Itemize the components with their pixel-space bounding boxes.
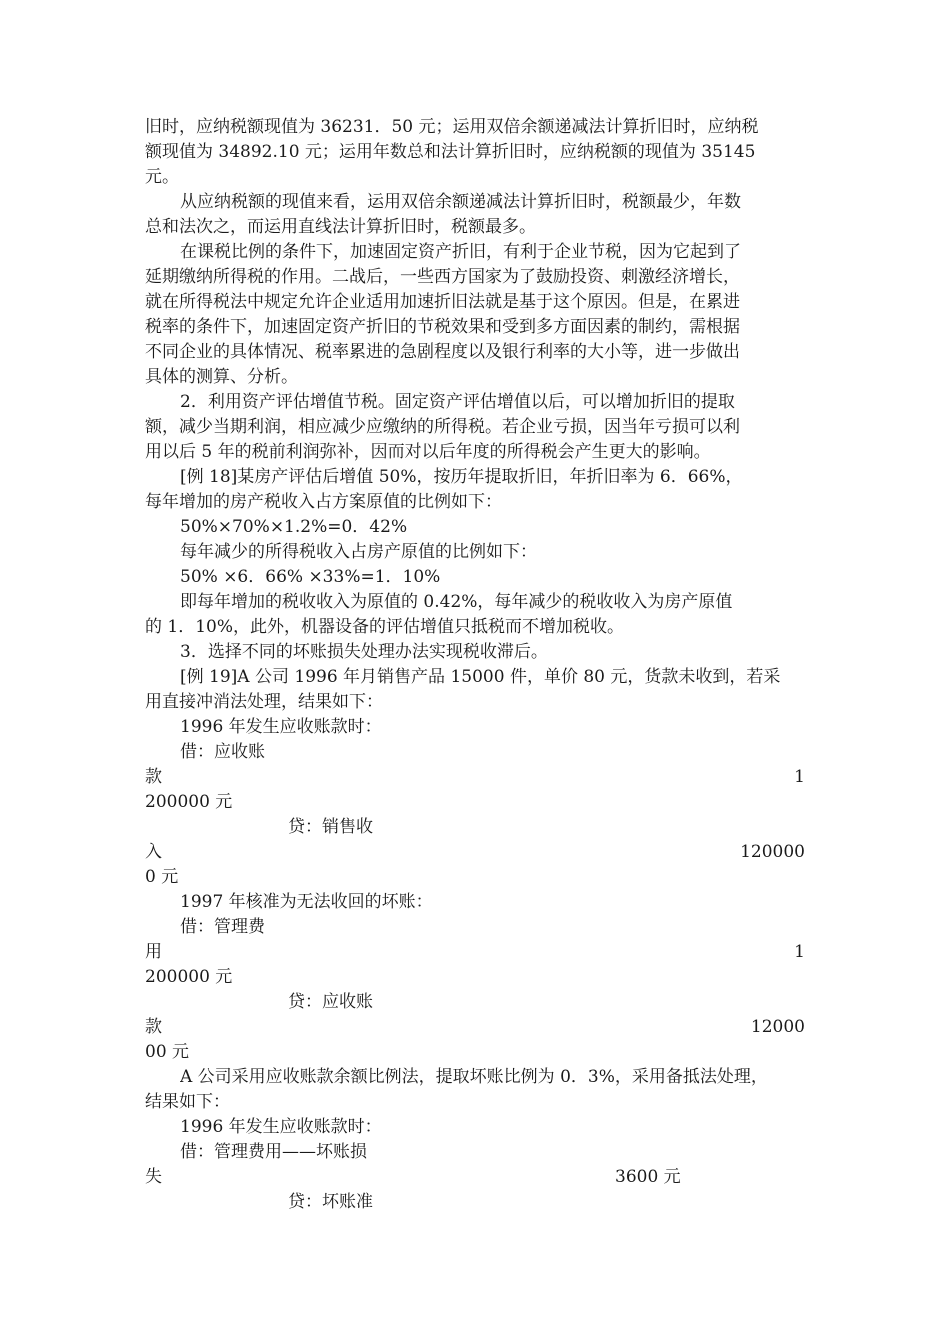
text-line: 每年增加的房产税收入占方案原值的比例如下： [145,492,502,512]
journal-credit-account: 贷：应收账 [288,992,373,1012]
text-line: 就在所得税法中规定允许企业适用加速折旧法就是基于这个原因。但是，在累进 [145,292,740,312]
formula-line: 50% ×6．66% ×33%=1．10% [180,567,441,587]
journal-row [145,840,805,865]
text-line: 总和法次之，而运用直线法计算折旧时，税额最多。 [145,217,536,237]
text-line: 从应纳税额的现值来看，运用双倍余额递减法计算折旧时，税额最少，年数 [180,192,741,212]
journal-row [145,940,805,965]
text-line: 旧时，应纳税额现值为 36231．50 元；运用双倍余额递减法计算折旧时，应纳税 [145,117,759,137]
text-line: 用以后 5 年的税前利润弥补，因而对以后年度的所得税会产生更大的影响。 [145,442,711,462]
text-line: 额，减少当期利润，相应减少应缴纳的所得税。若企业亏损，因当年亏损可以利 [145,417,740,437]
journal-row [145,1015,805,1040]
text-line: 元。 [145,167,179,187]
text-line: 延期缴纳所得税的作用。二战后，一些西方国家为了鼓励投资、刺激经济增长， [145,267,740,287]
amount-fragment: 120000 [740,842,805,862]
text-line: 在课税比例的条件下，加速固定资产折旧，有利于企业节税，因为它起到了 [180,242,741,262]
amount-fragment: 0 元 [145,867,179,887]
text-line: 额现值为 34892.10 元；运用年数总和法计算折旧时，应纳税额的现值为 35145 [145,142,756,162]
text-line: 即每年增加的税收收入为原值的 0.42%，每年减少的税收收入为房产原值 [180,592,733,612]
account-fragment: 用 [145,942,162,962]
text-line: 结果如下： [145,1092,230,1112]
journal-credit-account: 贷：坏账准 [288,1192,373,1212]
text-line: [例 18]某房产评估后增值 50%，按历年提取折旧，年折旧率为 6．66%， [180,467,743,487]
account-fragment: 入 [145,842,162,862]
journal-debit-account: 借：应收账 [180,742,265,762]
journal-row [145,765,805,790]
account-fragment: 款 [145,1017,162,1037]
text-line: [例 19]A 公司 1996 年月销售产品 15000 件，单价 80 元，货款未收到，若采 [180,667,781,687]
text-line: 2．利用资产评估增值节税。固定资产评估增值以后，可以增加折旧的提取 [180,392,735,412]
amount-fragment: 12000 [750,1017,805,1037]
account-fragment: 失 [145,1167,162,1187]
text-line: 每年减少的所得税收入占房产原值的比例如下： [180,542,537,562]
journal-row [145,1165,805,1190]
text-line: 用直接冲消法处理，结果如下： [145,692,383,712]
journal-heading: 1996 年发生应收账款时： [180,1117,382,1137]
text-line: A 公司采用应收账款余额比例法，提取坏账比例为 0．3%，采用备抵法处理， [180,1067,768,1087]
journal-heading: 1996 年发生应收账款时： [180,717,382,737]
text-line: 具体的测算、分析。 [145,367,298,387]
journal-heading: 1997 年核准为无法收回的坏账： [180,892,433,912]
amount-fragment: 1 [794,942,805,962]
text-line: 税率的条件下，加速固定资产折旧的节税效果和受到多方面因素的制约，需根据 [145,317,740,337]
journal-credit-account: 贷：销售收 [288,817,373,837]
journal-debit-account: 借：管理费 [180,917,265,937]
amount-fragment: 200000 元 [145,967,233,987]
text-line: 的 1．10%，此外，机器设备的评估增值只抵税而不增加税收。 [145,617,625,637]
amount-fragment: 00 元 [145,1042,190,1062]
text-line: 3．选择不同的坏账损失处理办法实现税收滞后。 [180,642,548,662]
account-fragment: 款 [145,767,162,787]
formula-line: 50%×70%×1.2%=0．42% [180,517,408,537]
journal-debit-account: 借：管理费用——坏账损 [180,1142,367,1162]
text-line: 不同企业的具体情况、税率累进的急剧程度以及银行利率的大小等，进一步做出 [145,342,740,362]
amount-fragment: 3600 元 [615,1167,681,1187]
amount-fragment: 200000 元 [145,792,233,812]
amount-fragment: 1 [794,767,805,787]
